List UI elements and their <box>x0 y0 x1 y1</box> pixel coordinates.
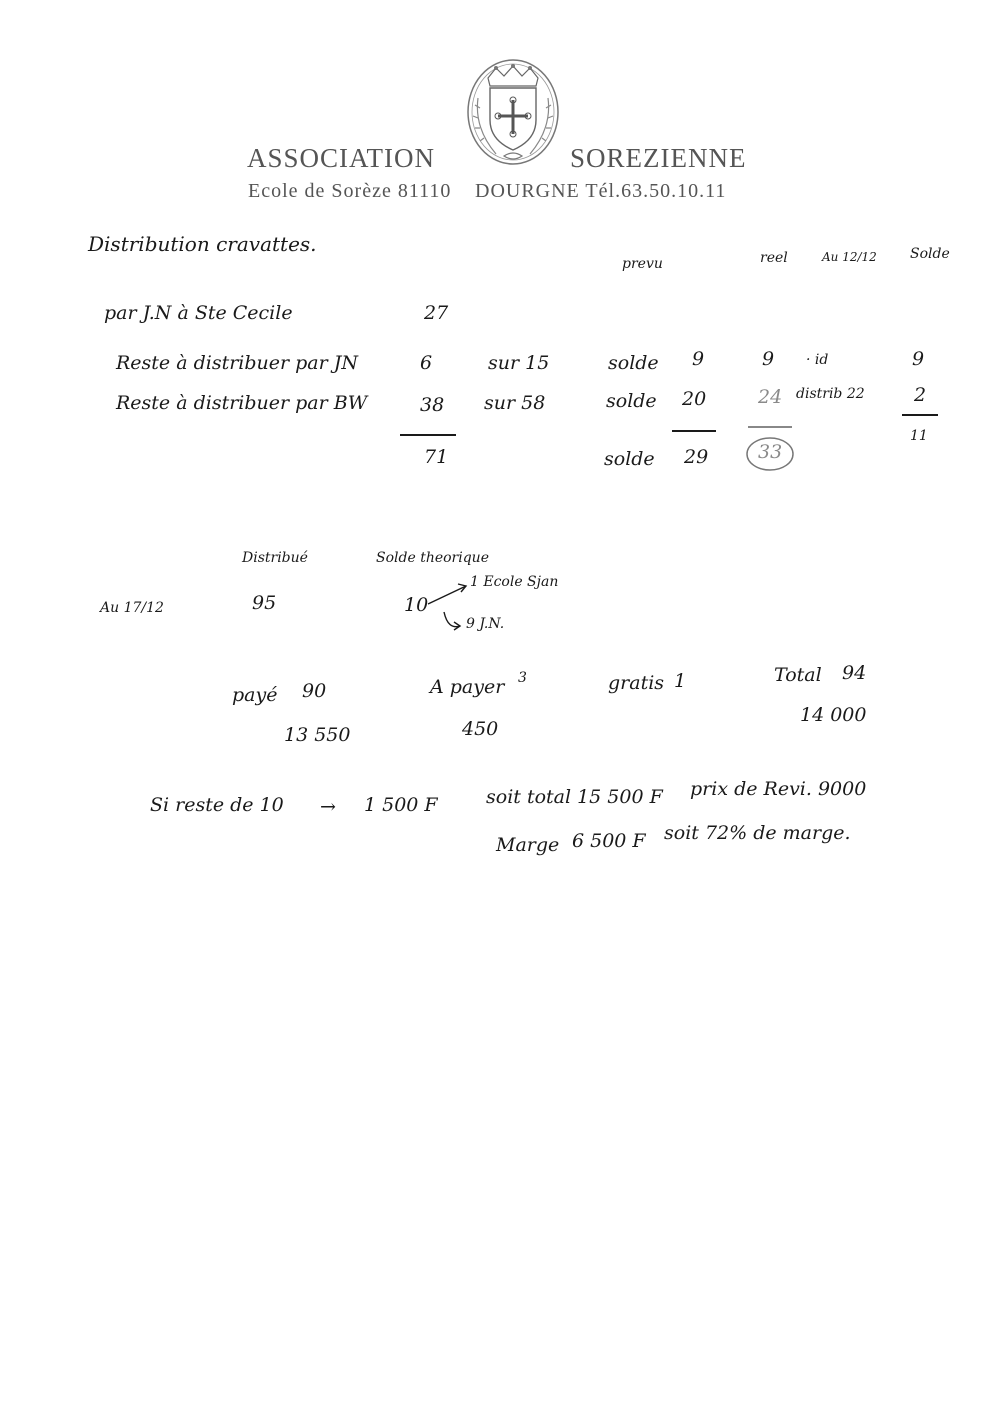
a-payer-qty: 3 <box>518 670 527 686</box>
note-line1-amount: 1 500 F <box>364 794 438 816</box>
row-3-note: distrib 22 <box>796 386 865 402</box>
note-line1-arrow: → <box>320 796 336 818</box>
note-line1-reste: Si reste de 10 <box>150 794 284 816</box>
note-line1-total: soit total 15 500 F <box>486 786 663 808</box>
row-2-label: Reste à distribuer par JN <box>116 352 358 374</box>
total-solde-label: solde <box>604 448 655 470</box>
a-payer-label: A payer <box>430 676 505 698</box>
row-1-label: par J.N à Ste Cecile <box>104 302 293 324</box>
gratis-label: gratis <box>608 672 665 694</box>
gratis-qty: 1 <box>674 670 687 692</box>
total-solde: 11 <box>910 428 928 444</box>
summary-date: Au 17/12 <box>100 600 164 616</box>
row-3-solde: 2 <box>914 384 927 406</box>
document-title: Distribution cravattes. <box>88 232 317 256</box>
col-header-reel: reel <box>760 250 788 266</box>
paye-qty: 90 <box>302 680 327 702</box>
row-2-prevu: 9 <box>692 348 705 370</box>
row-1-qty: 27 <box>424 302 449 324</box>
row-3-reel: 24 <box>758 386 783 408</box>
paye-amount: 13 550 <box>284 724 351 746</box>
row-2-solde: 9 <box>912 348 925 370</box>
paye-label: payé <box>232 684 278 706</box>
org-name-left: ASSOCIATION <box>247 143 436 173</box>
total-amount: 14 000 <box>800 704 867 726</box>
col-header-solde: Solde <box>910 246 950 262</box>
summary-branch-2: 9 J.N. <box>466 616 505 632</box>
address-left: Ecole de Sorèze 81110 <box>248 180 452 202</box>
row-2-solde-label: solde <box>608 352 659 374</box>
row-3-prevu: 20 <box>682 388 707 410</box>
total-qty: 71 <box>424 446 449 468</box>
note-line1-prix: prix de Revi. 9000 <box>690 778 867 800</box>
distribue-label: Distribué <box>242 550 308 566</box>
total-prevu: 29 <box>684 446 709 468</box>
row-3-sur: sur 58 <box>484 392 546 414</box>
solde-theorique-label: Solde theorique <box>376 550 489 566</box>
address-right: DOURGNE Tél.63.50.10.11 <box>475 180 727 202</box>
row-2-reel: 9 <box>762 348 775 370</box>
a-payer-amount: 450 <box>462 718 499 740</box>
note-line2-marge-label: Marge <box>496 834 560 856</box>
row-3-solde-label: solde <box>606 390 657 412</box>
summary-branch-1: 1 Ecole Sjan <box>470 574 559 590</box>
org-name-right: SOREZIENNE <box>570 143 747 173</box>
summary-solde: 10 <box>404 594 429 616</box>
total-rule-solde <box>902 414 938 416</box>
crest-logo <box>466 58 560 166</box>
total-reel: 33 <box>758 441 783 463</box>
note-line2-marge: 6 500 F <box>572 830 646 852</box>
total-rule-reel <box>748 426 792 428</box>
note-line2-percent: soit 72% de marge. <box>664 822 851 844</box>
total-paid-qty: 94 <box>842 662 867 684</box>
row-2-sur: sur 15 <box>488 352 550 374</box>
row-3-label: Reste à distribuer par BW <box>116 392 368 414</box>
row-3-qty: 38 <box>420 394 445 416</box>
row-2-qty: 6 <box>420 352 433 374</box>
col-header-date: Au 12/12 <box>822 250 877 264</box>
total-rule-prevu <box>672 430 716 432</box>
summary-distribue: 95 <box>252 592 277 614</box>
col-header-prevu: prevu <box>622 256 663 272</box>
total-label: Total <box>774 664 822 686</box>
total-rule-qty <box>400 434 456 436</box>
row-2-note: · id <box>806 352 829 368</box>
